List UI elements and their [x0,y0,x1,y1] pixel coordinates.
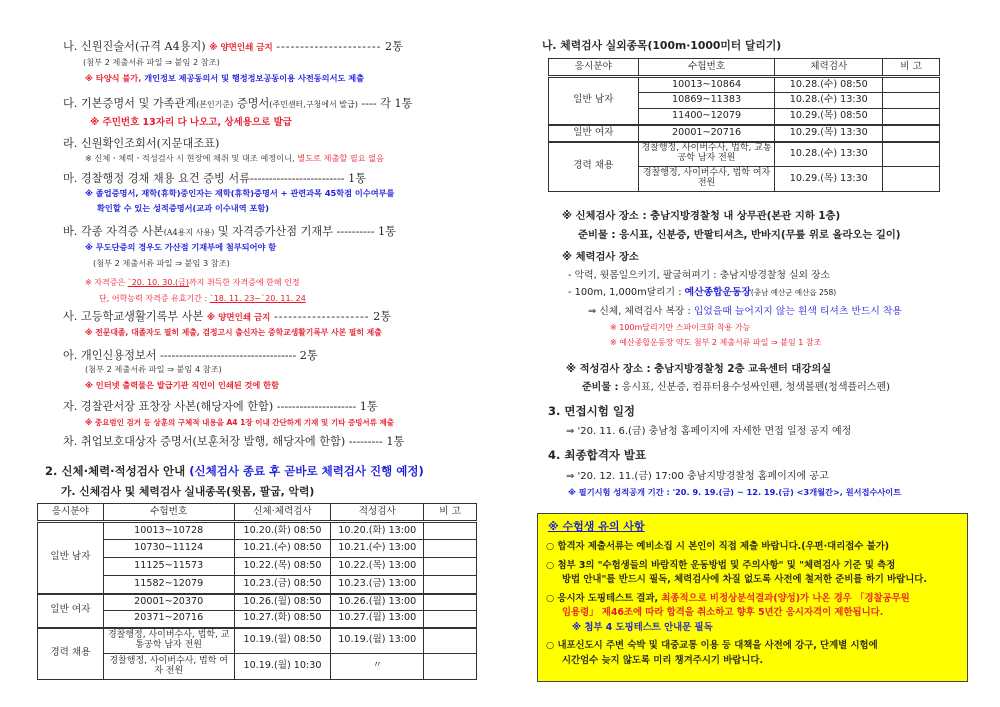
dash-leader: --------- [348,435,383,448]
column-header: 체력검사 [775,59,883,77]
doc-item-cha [63,433,404,449]
table-row [549,125,940,142]
outdoor-test-schedule-table [548,58,940,192]
notice-text: ○ 응시자 도핑테스트 결과, [546,592,659,604]
exam-number-cell: 10730~11124 [103,540,234,558]
aptitude-test-location: ※ 적성검사 장소 : 충남지방경찰청 2층 교육센터 대강의실 [566,363,832,375]
table-row [38,522,477,540]
note-red: ※ 중요범인 검거 등 상훈의 구체적 내용을 A4 1장 이내 간단하게 기재 및 기타 증빙서류 제출 [85,418,395,427]
final-announcement: ⇒ '20. 12. 11.(금) 17:00 충남지방경찰청 홈페이지에 공고 [566,471,829,482]
item-label-small: (본인기준) [196,100,234,109]
dash-leader: ------------------------- [250,172,345,185]
note-cell [424,540,477,558]
field-cell: 일반 여자 [549,125,639,142]
fitness-test-location-title: ※ 체력검사 장소 [562,251,639,263]
note-red: 단, 어학능력 자격증 유효기간 : [99,294,208,303]
item-count: 각 1통 [380,97,413,110]
interview-schedule: ⇒ '20. 11. 6.(금) 충남청 홈페이지에 자세한 면접 일정 공지 예정 [566,426,852,437]
supplies-value: 응시표, 신분증, 컴퓨터용수성싸인펜, 청색볼펜(청색플러스펜) [621,382,891,393]
running-address: (충남 예산군 예산읍 258) [750,288,837,297]
doc-item-ma [63,170,366,186]
table-row [549,142,940,167]
body-test-cell: 10.27.(화) 08:50 [234,611,331,628]
table-header-row [38,504,477,522]
note-line [99,293,306,304]
exam-number-cell: 20001~20370 [103,594,234,611]
section-2-subtitle: 가. 신체검사 및 체력검사 실내종목(윗몸, 팔굽, 악력) [61,485,315,498]
aptitude-test-cell: 10.26.(월) 13:00 [331,594,424,611]
dash-leader: --------------------- [276,400,357,413]
exam-number-cell: 경찰행정, 사이버수사, 법학 여자 전원 [103,654,234,680]
exam-number-cell: 11582~12079 [103,576,234,594]
item-count: 2통 [373,310,392,323]
note-cell [883,167,940,192]
aptitude-test-cell: 10.23.(금) 13:00 [331,576,424,594]
dash-leader: ------------------------------------ [160,349,297,362]
note-red: ※ 타양식 불가, [85,73,142,83]
fitness-test-cell: 10.28.(수) 13:30 [775,93,883,109]
notice-item: ○ 합격자 제출서류는 예비소집 시 본인이 직접 제출 바랍니다.(우편·대리접수 불가) [546,541,890,552]
note-red: 까지 취득한 자격증에 한해 인정 [188,278,300,287]
doc-item-sa [63,308,391,324]
fitness-test-cell: 10.29.(목) 13:30 [775,125,883,142]
notice-text: ○ 내포신도시 주변 숙박 및 대중교통 이용 등 대책을 사전에 강구, 단계별 시험에 [546,640,878,652]
exam-number-cell: 10013~10864 [638,77,775,93]
exam-number-cell: 20371~20716 [103,611,234,628]
item-label-small: (A4용지 사용) [163,228,215,237]
doc-item-ra: 라. 신원확인조회서(지문대조표) [63,137,220,150]
field-cell: 일반 남자 [549,77,639,125]
column-header: 수험번호 [638,59,775,77]
exam-number-cell: 경찰행정, 사이버수사, 법학, 교통공학 남자 전원 [638,142,775,167]
dress-code-value: 입었을때 늘어지지 않는 흰색 티셔츠 반드시 착용 [693,306,902,317]
field-cell: 경력 채용 [549,142,639,192]
doc-item-ba [63,223,396,239]
note-cell [883,77,940,93]
column-header: 신체·체력검사 [234,504,331,522]
body-test-cell: 10.21.(수) 08:50 [234,540,331,558]
note-line [85,73,364,84]
outdoor-test-subtitle: 나. 체력검사 실외종목(100m·1000미터 달리기) [542,39,782,52]
note-blue: ※ 졸업증명서, 재학(휴학)중인자는 재학(휴학)증명서 + 관련과목 45학점 이수여부를 [85,188,395,198]
notice-text: 시간엄수 늦지 않도록 미리 챙겨주시기 바랍니다. [562,655,764,667]
dress-code-label: ⇒ 신체, 체력검사 복장 : [588,306,691,317]
table-row [38,576,477,594]
doc-item-na [63,38,403,54]
field-cell: 일반 여자 [38,594,104,628]
note-line [85,277,300,288]
running-label: - 100m, 1,000m달리기 : [568,287,682,298]
column-header: 수험번호 [103,504,234,522]
note-cell [883,142,940,167]
dash-leader: -------------------- [273,310,370,323]
fitness-test-cell: 10.29.(목) 08:50 [775,109,883,125]
notice-text-blue: ※ 첨부 4 도핑테스트 안내문 필독 [572,621,713,633]
attachment-ref: (첨부 2 제출서류 파일 ⇒ 붙임 4 참조) [85,364,222,374]
body-test-cell: 10.23.(금) 08:50 [234,576,331,594]
exam-number-cell: 경찰행정, 사이버수사, 법학, 교통공학 남자 전원 [103,628,234,654]
item-count: 1통 [386,435,405,448]
dash-leader: ---------------------- [276,40,382,53]
item-label: 아. 개인신용정보서 [63,349,157,362]
note-red: 별도로 제출할 필요 없음 [297,153,385,163]
notice-item [546,592,959,636]
body-test-cell: 10.19.(월) 08:50 [234,628,331,654]
note-line [85,153,384,164]
item-label: 차. 취업보호대상자 증명서(보훈처장 발행, 해당자에 한함) [63,435,346,448]
item-label: 다. 기본증명서 및 가족관계 [63,97,197,110]
aptitude-test-cell: 10.22.(목) 13:00 [331,558,424,576]
item-count: 2통 [299,349,318,362]
note-red-date: `20. 10. 30.(금) [127,278,189,287]
notice-text: 방법 안내"를 반드시 필독, 체력검사에 차질 없도록 사전에 철저한 준비를 하기 바랍니다. [562,574,927,586]
note-red: ※ 전문대졸, 대졸자도 필히 제출, 검정고시 출신자는 중학교생활기록부 사본 필히 제출 [85,328,382,337]
aptitude-test-cell: 〃 [331,654,424,680]
note-cell [883,125,940,142]
score-disclosure-note: ※ 필기시험 성적공개 기간 : '20. 9. 19.(금) ~ 12. 19.(금) <3개월간>, 원서접수사이트 [568,487,902,497]
supplies-label: 준비물 : [582,382,619,393]
notice-text-red: 최종적으로 비정상분석결과(양성)가 나온 경우 「경찰공무원 [661,592,910,604]
running-venue: 예산종합운동장 [684,287,751,298]
notice-text: ○ 첨부 3의 "수험생들의 바람직한 운동방법 및 주의사항" 및 "체력검사 기준 및 측정 [546,559,896,571]
item-count: 1통 [377,225,396,238]
doc-item-a [63,347,318,363]
exam-number-cell: 10013~10728 [103,522,234,540]
item-label: 나. 신원진술서(규격 A4용지) [63,40,206,53]
indoor-test-schedule-table [37,503,477,680]
note-cell [424,654,477,680]
item-label-2-small: (주민센터,구청에서 발급) [269,100,358,109]
table-row [38,628,477,654]
table-row [38,558,477,576]
section-title: 2. 신체·체력·적성검사 안내 [45,464,186,478]
item-label: 바. 각종 자격증 사본 [63,225,164,238]
note-red: ※ 주민번호 13자리 다 나오고, 상세용으로 발급 [90,117,292,128]
column-header: 비 고 [424,504,477,522]
note-cell [424,594,477,611]
table-row [38,594,477,611]
fitness-location-running [568,284,836,298]
note-cell [424,611,477,628]
section-3-heading: 3. 면접시험 일정 [548,404,636,418]
body-test-location: ※ 신체검사 장소 : 충남지방경찰청 내 상무관(본관 지하 1층) [562,210,841,222]
doc-item-da [63,95,412,111]
aptitude-test-cell: 10.27.(월) 13:00 [331,611,424,628]
item-count: 2통 [384,40,403,53]
aptitude-test-cell: 10.21.(수) 13:00 [331,540,424,558]
fitness-dress-code [588,303,902,317]
dash-leader: ---------- [336,225,375,238]
notice-box [537,513,968,682]
venue-map-note: ※ 예산종합운동장 약도 첨부 2 제출서류 파일 ⇒ 붙임 1 참조 [610,338,822,347]
note-red-date: `18. 11. 23~`20. 11. 24 [209,294,306,303]
note-blue: 개인정보 제공동의서 및 행정정보공동이용 사전동의서도 제출 [144,73,365,83]
item-label: 자. 경찰관서장 표창장 사본(해당자에 한함) [63,400,274,413]
fitness-location-indoor: - 악력, 윗몸일으키기, 팔굽혀펴기 : 충남지방경찰청 실외 장소 [568,270,830,281]
item-label-2: 증명서 [236,97,270,110]
item-label: 사. 고등학교생활기록부 사본 [63,310,204,323]
field-cell: 경력 채용 [38,628,104,680]
warning-text: ※ 양면인쇄 금지 [209,43,273,53]
item-count: 1통 [359,400,378,413]
column-header: 응시분야 [549,59,639,77]
table-row [38,540,477,558]
aptitude-test-supplies [582,378,890,393]
note-cell [883,93,940,109]
item-label: 마. 경찰행정 경채 채용 요건 증빙 서류 [63,172,251,185]
notice-title: ※ 수험생 유의 사항 [548,520,645,533]
exam-number-cell: 11400~12079 [638,109,775,125]
note-cell [424,576,477,594]
item-count: 1통 [348,172,367,185]
body-test-cell: 10.26.(월) 08:50 [234,594,331,611]
note-cell [424,628,477,654]
body-test-cell: 10.20.(화) 08:50 [234,522,331,540]
field-cell: 일반 남자 [38,522,104,594]
notice-text-red: 임용령」 제46조에 따라 합격을 취소하고 향후 5년간 응시자격이 제한됩니다. [562,607,884,619]
note-red: ※ 인터넷 출력물은 발급기관 직인이 인쇄된 것에 한함 [85,380,280,390]
exam-number-cell: 11125~11573 [103,558,234,576]
section-title-note: (신체검사 종료 후 곧바로 체력검사 진행 예정) [189,464,424,478]
table-header-row [549,59,940,77]
note-cell [424,558,477,576]
section-4-heading: 4. 최종합격자 발표 [548,448,647,462]
section-2-heading [45,463,424,479]
doc-item-ja [63,398,378,414]
fitness-test-cell: 10.28.(수) 13:30 [775,142,883,167]
note-cell [424,522,477,540]
note-blue: ※ 무도단증의 경우도 가산점 기재부에 첨부되어야 함 [85,242,277,252]
table-row [549,77,940,93]
body-test-cell: 10.19.(월) 10:30 [234,654,331,680]
note-blue: 확인할 수 있는 성적증명서(교과 이수내역 포함) [97,203,270,213]
column-header: 비 고 [883,59,940,77]
exam-number-cell: 경찰행정, 사이버수사, 법학 여자 전원 [638,167,775,192]
fitness-test-cell: 10.28.(수) 08:50 [775,77,883,93]
attachment-ref: (첨부 2 제출서류 파일 ⇒ 붙임 3 참조) [93,258,230,268]
item-label-2: 및 자격증가산점 기재부 [217,225,334,238]
notice-item [546,639,959,668]
aptitude-test-cell: 10.20.(화) 13:00 [331,522,424,540]
exam-number-cell: 10869~11383 [638,93,775,109]
table-row [38,654,477,680]
table-row [38,611,477,628]
dash-leader: ---- [361,97,377,110]
warning-text: ※ 양면인쇄 금지 [206,313,271,323]
spike-shoe-note: ※ 100m달리기만 스파이크화 착용 가능 [610,323,751,332]
note-cell [883,109,940,125]
exam-number-cell: 20001~20716 [638,125,775,142]
column-header: 적성검사 [331,504,424,522]
column-header: 응시분야 [38,504,104,522]
notice-item [546,559,959,588]
body-test-cell: 10.22.(목) 08:50 [234,558,331,576]
fitness-test-cell: 10.29.(목) 13:30 [775,167,883,192]
body-test-supplies: 준비물 : 응시표, 신분증, 반팔티셔츠, 반바지(무릎 위로 올라오는 길이) [578,229,901,241]
note-plain: ※ 신체ㆍ체력ㆍ적성검사 시 현장에 채취 및 대조 예정이니, [85,153,295,163]
note-red: ※ 자격증은 [85,278,126,287]
aptitude-test-cell: 10.19.(월) 13:00 [331,628,424,654]
attachment-ref: (첨부 2 제출서류 파일 ⇒ 붙임 2 참조) [83,57,220,67]
